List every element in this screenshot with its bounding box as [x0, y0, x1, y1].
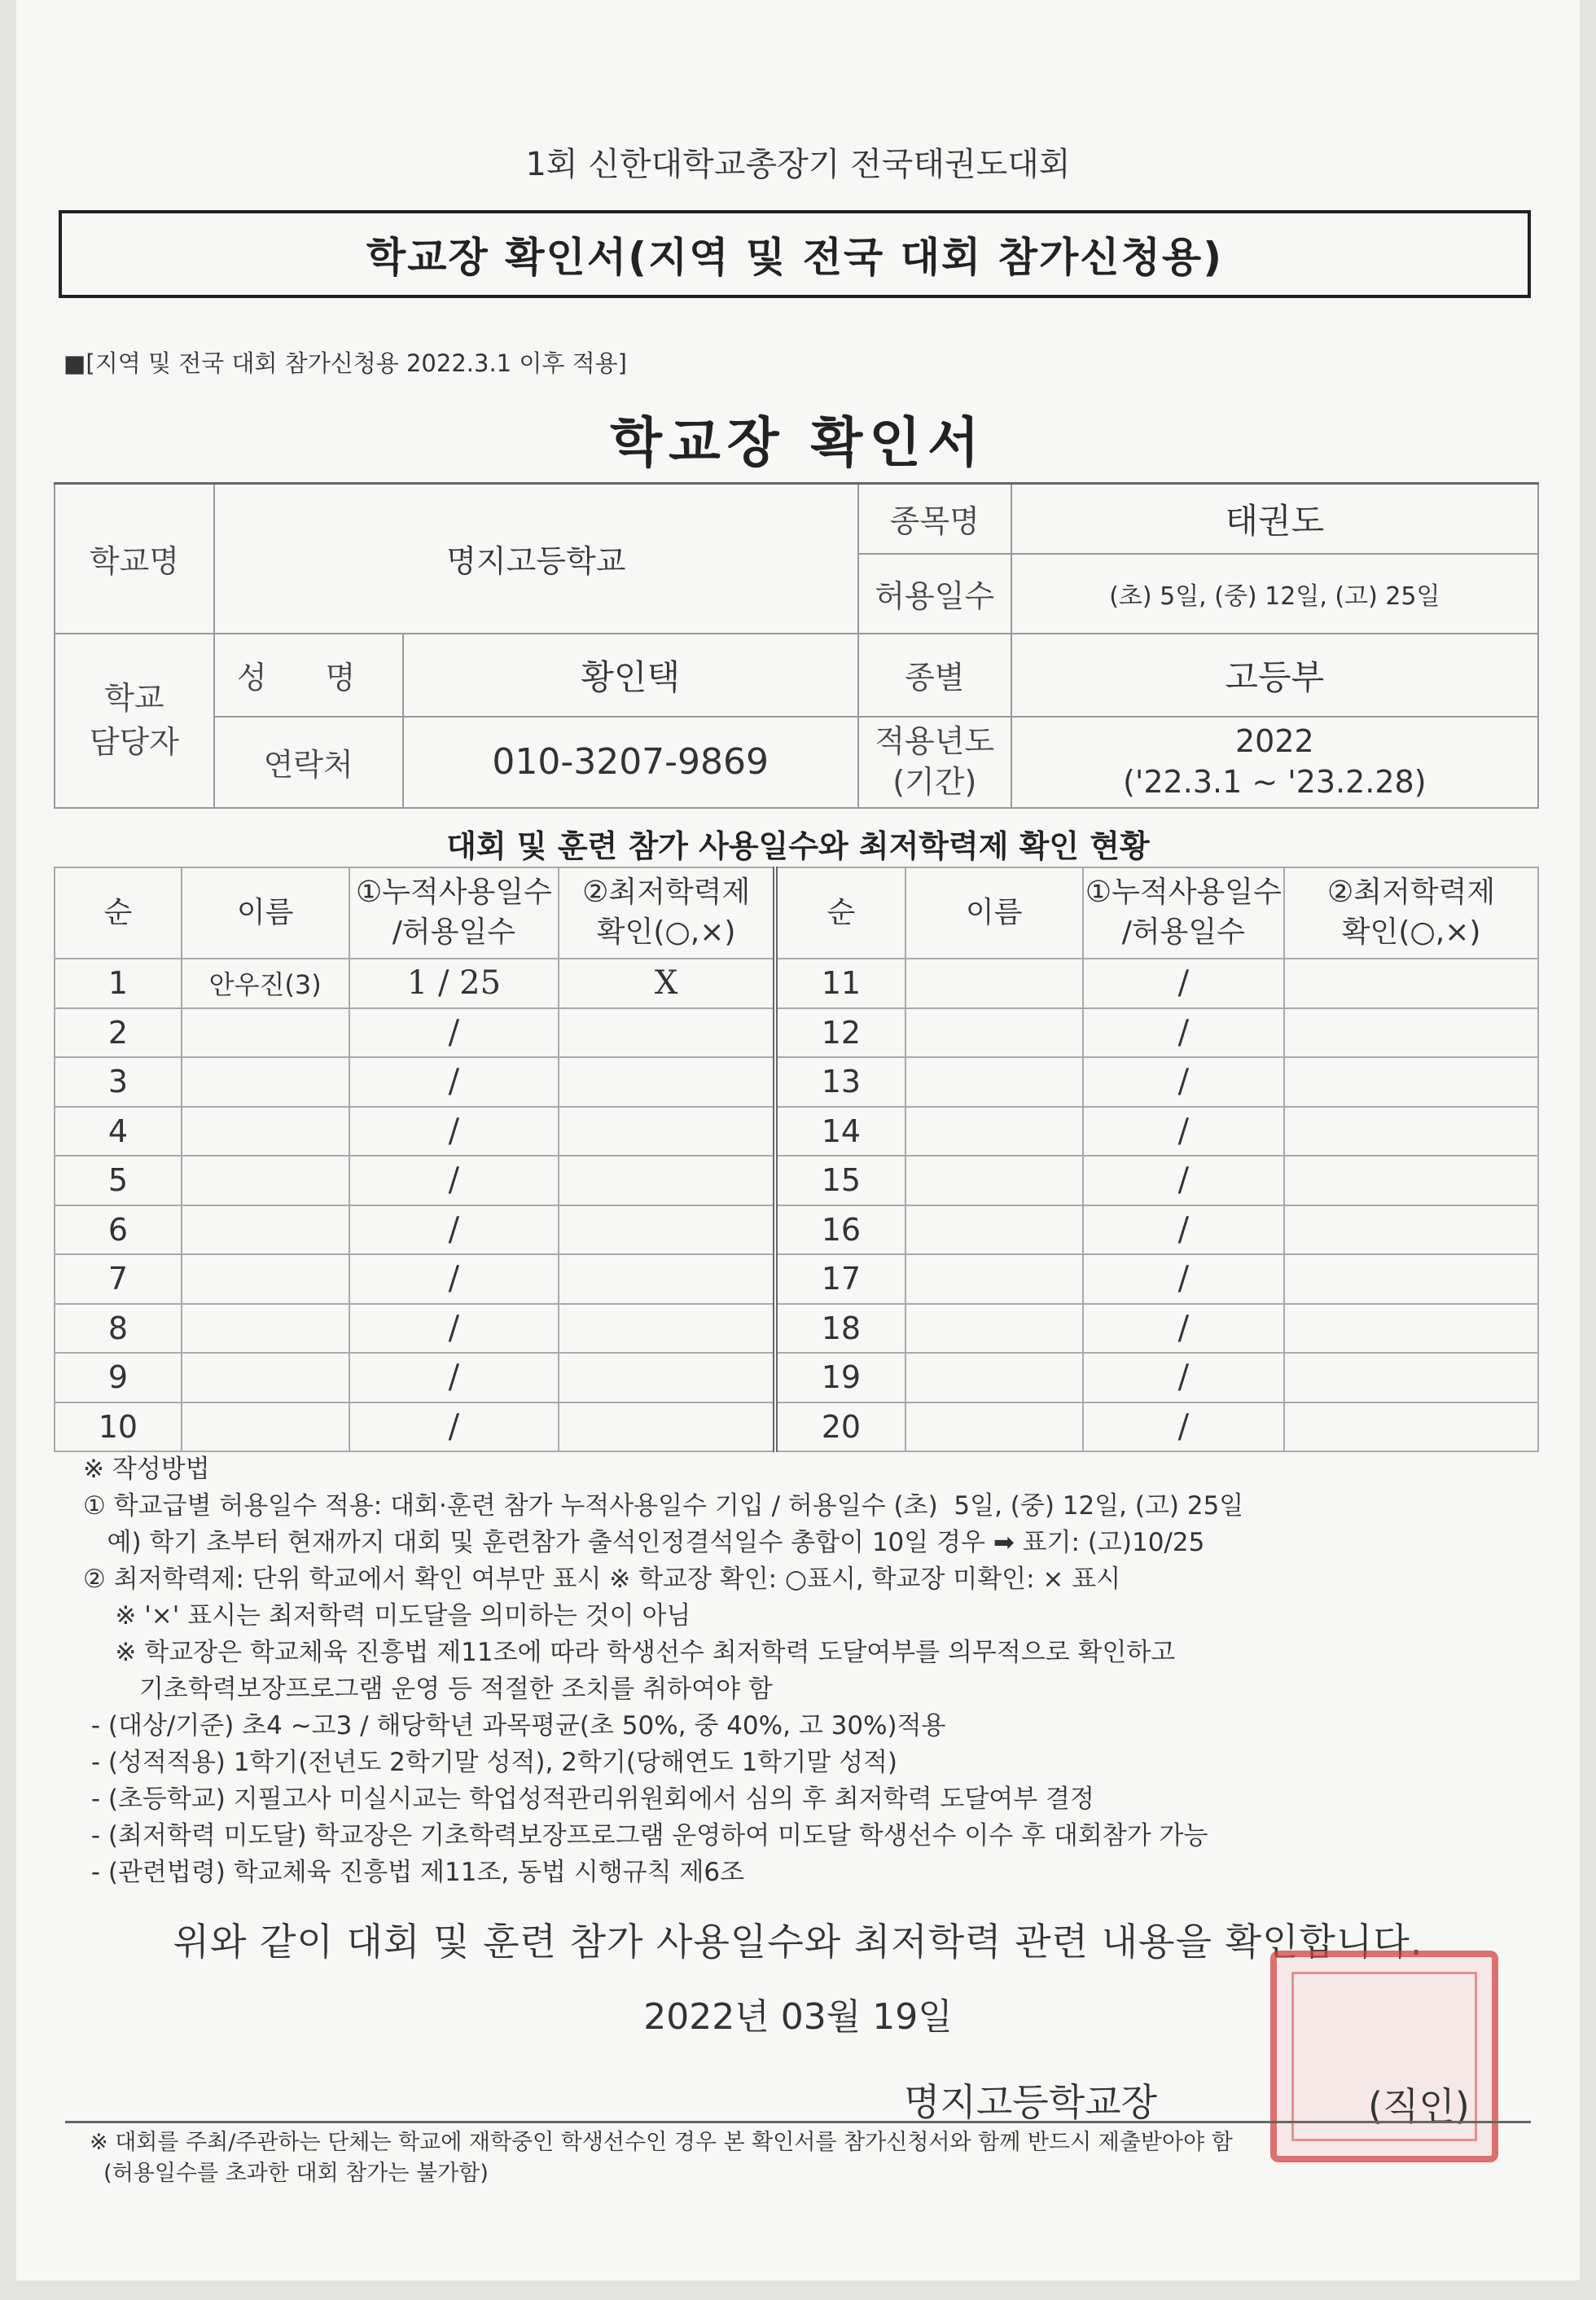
name-label: 성 명	[214, 634, 403, 717]
row-academic-check	[559, 1402, 775, 1452]
row-academic-check	[559, 1205, 775, 1255]
sport-value: 태권도	[1011, 484, 1538, 554]
instruction-line: ※ '×' 표시는 최저학력 미도달을 의미하는 것이 아님	[83, 1601, 691, 1631]
row-name	[905, 1353, 1083, 1402]
row-order: 10	[55, 1402, 182, 1452]
document-page	[16, 0, 1580, 2280]
instruction-line: ※ 학교장은 학교체육 진흥법 제11조에 따라 학생선수 최저학력 도달여부를 의무적으로 확인하고	[83, 1638, 1176, 1667]
instruction-line: - (성적적용) 1학기(전년도 2학기말 성적), 2학기(당해연도 1학기말 성적)	[83, 1748, 897, 1777]
manager-label: 학교 담당자	[55, 634, 214, 808]
row-order: 13	[775, 1057, 905, 1107]
row-name	[905, 1304, 1083, 1354]
row-name	[905, 959, 1083, 1008]
row-academic-check	[559, 1353, 775, 1402]
footer-line: (허용일수를 초과한 대회 참가는 불가함)	[90, 2161, 489, 2186]
table-row	[55, 1254, 1538, 1304]
row-days: /	[349, 1205, 559, 1255]
row-name	[905, 1156, 1083, 1205]
row-academic-check	[559, 1057, 775, 1107]
row-academic-check	[1284, 1205, 1538, 1255]
table-row	[55, 959, 1538, 1008]
row-name: 안우진(3)	[182, 959, 349, 1008]
row-order: 15	[775, 1156, 905, 1205]
row-name	[182, 1205, 349, 1255]
row-days: /	[349, 1402, 559, 1452]
footer-divider	[65, 2121, 1531, 2123]
row-order: 4	[55, 1107, 182, 1157]
official-seal-stamp	[1270, 1951, 1498, 2162]
confirmation-statement: 위와 같이 대회 및 훈련 참가 사용일수와 최저학력 관련 내용을 확인합니다.	[173, 1920, 1423, 1964]
row-name	[182, 1107, 349, 1157]
table-row	[55, 1107, 1538, 1157]
row-academic-check	[559, 1304, 775, 1354]
contact-label: 연락처	[214, 717, 403, 808]
table-row	[55, 1156, 1538, 1205]
row-order: 2	[55, 1008, 182, 1058]
period-value: ('22.3.1 ~ '23.2.28)	[1123, 763, 1427, 800]
row-academic-check	[1284, 1353, 1538, 1402]
writing-instructions	[83, 1451, 1500, 1891]
category-value: 고등부	[1011, 634, 1538, 717]
row-order: 1	[55, 959, 182, 1008]
school-info-table	[54, 482, 1539, 809]
instruction-line: - (초등학교) 지필고사 미실시교는 학업성적관리위원회에서 심의 후 최저학력 도달여부 결정	[83, 1784, 1094, 1814]
row-days: /	[349, 1353, 559, 1402]
row-order: 18	[775, 1304, 905, 1354]
row-days: /	[1083, 1304, 1285, 1354]
category-label: 종별	[858, 634, 1011, 717]
instruction-line: - (관련법령) 학교체육 진흥법 제11조, 동법 시행규칙 제6조	[83, 1858, 745, 1887]
row-days: /	[1083, 1353, 1285, 1402]
row-days: /	[1083, 1402, 1285, 1452]
row-academic-check	[1284, 959, 1538, 1008]
row-days: /	[1083, 1205, 1285, 1255]
form-title: 학교장 확인서	[610, 411, 986, 474]
row-order: 5	[55, 1156, 182, 1205]
table-header-row	[55, 867, 1538, 959]
row-days: /	[349, 1008, 559, 1058]
row-days: /	[1083, 959, 1285, 1008]
row-days: /	[1083, 1156, 1285, 1205]
manager-name: 황인택	[403, 634, 858, 717]
row-name	[905, 1205, 1083, 1255]
row-order: 6	[55, 1205, 182, 1255]
athlete-list-table	[54, 867, 1539, 1452]
row-order: 17	[775, 1254, 905, 1304]
row-name	[905, 1402, 1083, 1452]
footer-note	[90, 2127, 1233, 2189]
header-academic-2: ②최저학력제 확인(○,×)	[1284, 867, 1538, 959]
year-label: 적용년도 (기간)	[858, 717, 1011, 808]
row-order: 20	[775, 1402, 905, 1452]
row-days: /	[349, 1057, 559, 1107]
table-row	[55, 1057, 1538, 1107]
row-academic-check	[559, 1107, 775, 1157]
header-name-2: 이름	[905, 867, 1083, 959]
row-days: /	[349, 1304, 559, 1354]
header-order: 순	[55, 867, 182, 959]
row-academic-check	[559, 1008, 775, 1058]
row-academic-check	[1284, 1156, 1538, 1205]
row-days: /	[1083, 1057, 1285, 1107]
table-row	[55, 1205, 1538, 1255]
sport-label: 종목명	[858, 484, 1011, 554]
header-name: 이름	[182, 867, 349, 959]
instruction-line: ① 학교급별 허용일수 적용: 대회·훈련 참가 누적사용일수 기입 / 허용일수 (초) 5일, (중) 12일, (고) 25일	[83, 1491, 1244, 1521]
row-academic-check	[1284, 1402, 1538, 1452]
instruction-line: ② 최저학력제: 단위 학교에서 확인 여부만 표시 ※ 학교장 확인: ○표시, 학교장 미확인: × 표시	[83, 1565, 1121, 1594]
instruction-line: - (최저학력 미도달) 학교장은 기초학력보장프로그램 운영하여 미도달 학생선수 이수 후 대회참가 가능	[83, 1821, 1208, 1850]
row-name	[905, 1254, 1083, 1304]
event-title: 1회 신한대학교총장기 전국태권도대회	[525, 146, 1071, 183]
header-days-2: ①누적사용일수 /허용일수	[1083, 867, 1285, 959]
confirmation-date: 2022년 03월 19일	[643, 1996, 953, 2038]
row-name	[905, 1057, 1083, 1107]
row-academic-check	[1284, 1008, 1538, 1058]
row-academic-check	[1284, 1254, 1538, 1304]
instruction-line: ※ 작성방법	[83, 1455, 210, 1484]
contact-value: 010-3207-9869	[403, 717, 858, 808]
row-order: 7	[55, 1254, 182, 1304]
allowed-days-value: (초) 5일, (중) 12일, (고) 25일	[1011, 554, 1538, 634]
usage-note: ■[지역 및 전국 대회 참가신청용 2022.3.1 이후 적용]	[64, 349, 627, 377]
row-name	[182, 1156, 349, 1205]
row-name	[905, 1008, 1083, 1058]
instruction-line: 기초학력보장프로그램 운영 등 적절한 조치를 취하여야 함	[83, 1675, 773, 1704]
section-title: 대회 및 훈련 참가 사용일수와 최저학력제 확인 현황	[446, 828, 1150, 864]
year-value: 2022	[1234, 723, 1314, 760]
row-name	[182, 1353, 349, 1402]
row-name	[182, 1057, 349, 1107]
school-name: 명지고등학교	[214, 484, 858, 634]
row-days: /	[1083, 1107, 1285, 1157]
principal-name: 명지고등학교장	[904, 2080, 1158, 2124]
allowed-days-label: 허용일수	[858, 554, 1011, 634]
row-days: /	[349, 1156, 559, 1205]
row-order: 3	[55, 1057, 182, 1107]
row-order: 16	[775, 1205, 905, 1255]
header-order-2: 순	[775, 867, 905, 959]
table-row	[55, 1008, 1538, 1058]
year-cell	[1011, 717, 1538, 808]
row-days: /	[1083, 1008, 1285, 1058]
header-days: ①누적사용일수 /허용일수	[349, 867, 559, 959]
row-academic-check: X	[559, 959, 775, 1008]
row-academic-check	[1284, 1107, 1538, 1157]
row-name	[182, 1402, 349, 1452]
row-order: 9	[55, 1353, 182, 1402]
row-days: /	[349, 1254, 559, 1304]
row-academic-check	[559, 1156, 775, 1205]
row-order: 11	[775, 959, 905, 1008]
row-order: 19	[775, 1353, 905, 1402]
instruction-line: - (대상/기준) 초4 ~고3 / 해당학년 과목평균(초 50%, 중 40%, 고 30%)적용	[83, 1711, 946, 1740]
seal-label: (직인)	[1368, 2084, 1470, 2128]
row-days: /	[349, 1107, 559, 1157]
row-name	[182, 1304, 349, 1354]
row-name	[182, 1008, 349, 1058]
document-title-box: 학교장 확인서(지역 및 전국 대회 참가신청용)	[59, 210, 1531, 298]
footer-line: ※ 대회를 주최/주관하는 단체는 학교에 재학중인 학생선수인 경우 본 확인서를 참가신청서와 함께 반드시 제출받아야 함	[90, 2130, 1233, 2155]
instruction-line: 예) 학기 초부터 현재까지 대회 및 훈련참가 출석인정결석일수 총합이 10일 경우 ➡ 표기: (고)10/25	[83, 1528, 1205, 1557]
row-name	[182, 1254, 349, 1304]
row-order: 12	[775, 1008, 905, 1058]
row-days: 1 / 25	[349, 959, 559, 1008]
row-academic-check	[1284, 1057, 1538, 1107]
row-days: /	[1083, 1254, 1285, 1304]
row-order: 8	[55, 1304, 182, 1354]
school-label: 학교명	[55, 484, 214, 634]
table-row	[55, 1402, 1538, 1452]
row-academic-check	[1284, 1304, 1538, 1354]
row-order: 14	[775, 1107, 905, 1157]
header-academic: ②최저학력제 확인(○,×)	[559, 867, 775, 959]
row-academic-check	[559, 1254, 775, 1304]
row-name	[905, 1107, 1083, 1157]
table-row	[55, 1304, 1538, 1354]
table-row	[55, 1353, 1538, 1402]
